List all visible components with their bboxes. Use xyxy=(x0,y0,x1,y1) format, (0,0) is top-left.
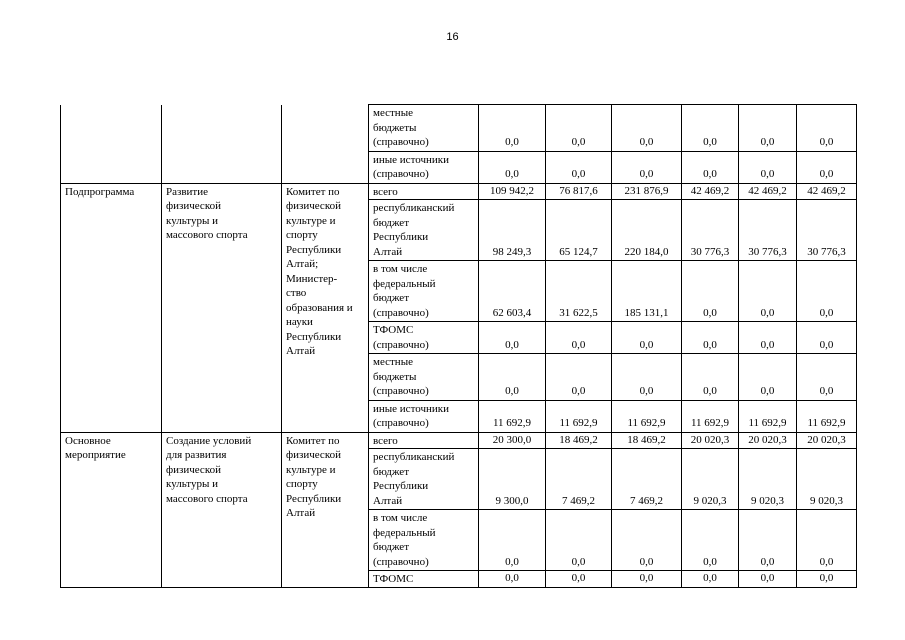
funding-source-cell: республиканский бюджет Республики Алтай xyxy=(369,449,479,510)
amount-cell: 9 300,0 xyxy=(479,449,546,510)
amount-cell: 11 692,9 xyxy=(479,400,546,432)
amount-cell: 0,0 xyxy=(479,571,546,588)
executor-cell: Комитет по физической культуре и спорту Республики Алтай xyxy=(282,432,369,587)
funding-source-cell: в том числе федеральный бюджет (справочно) xyxy=(369,261,479,322)
amount-cell: 0,0 xyxy=(479,322,546,354)
amount-cell: 11 692,9 xyxy=(612,400,682,432)
amount-cell: 0,0 xyxy=(739,510,797,571)
amount-cell: 0,0 xyxy=(682,571,739,588)
amount-cell: 220 184,0 xyxy=(612,200,682,261)
funding-source-cell: всего xyxy=(369,183,479,200)
amount-cell: 0,0 xyxy=(797,322,857,354)
amount-cell: 20 020,3 xyxy=(682,432,739,449)
amount-cell: 20 020,3 xyxy=(739,432,797,449)
executor-cell: Комитет по физической культуре и спорту Республики Алтай; Министер- ство образования и науки Республики Алтай xyxy=(282,183,369,432)
amount-cell: 0,0 xyxy=(797,571,857,588)
funding-source-cell: всего xyxy=(369,432,479,449)
program-name-cell xyxy=(162,105,282,184)
amount-cell: 18 469,2 xyxy=(612,432,682,449)
amount-cell: 11 692,9 xyxy=(797,400,857,432)
amount-cell: 11 692,9 xyxy=(682,400,739,432)
amount-cell: 109 942,2 xyxy=(479,183,546,200)
amount-cell: 0,0 xyxy=(546,510,612,571)
executor-cell xyxy=(282,105,369,184)
funding-source-cell: местные бюджеты (справочно) xyxy=(369,354,479,401)
amount-cell: 42 469,2 xyxy=(739,183,797,200)
amount-cell: 65 124,7 xyxy=(546,200,612,261)
amount-cell: 62 603,4 xyxy=(479,261,546,322)
amount-cell: 7 469,2 xyxy=(546,449,612,510)
amount-cell: 9 020,3 xyxy=(797,449,857,510)
amount-cell: 30 776,3 xyxy=(682,200,739,261)
amount-cell: 0,0 xyxy=(479,510,546,571)
amount-cell: 0,0 xyxy=(739,261,797,322)
funding-source-cell: иные источники (справочно) xyxy=(369,151,479,183)
funding-source-cell: ТФОМС xyxy=(369,571,479,588)
amount-cell: 231 876,9 xyxy=(612,183,682,200)
funding-source-cell: республиканский бюджет Республики Алтай xyxy=(369,200,479,261)
amount-cell: 0,0 xyxy=(682,261,739,322)
amount-cell: 0,0 xyxy=(682,105,739,152)
funding-table xyxy=(60,104,857,588)
table-row xyxy=(61,183,857,200)
amount-cell: 0,0 xyxy=(612,151,682,183)
funding-source-cell: местные бюджеты (справочно) xyxy=(369,105,479,152)
amount-cell: 0,0 xyxy=(612,510,682,571)
amount-cell: 30 776,3 xyxy=(739,200,797,261)
amount-cell: 0,0 xyxy=(739,322,797,354)
amount-cell: 0,0 xyxy=(546,151,612,183)
amount-cell: 7 469,2 xyxy=(612,449,682,510)
amount-cell: 20 300,0 xyxy=(479,432,546,449)
amount-cell: 0,0 xyxy=(797,105,857,152)
amount-cell: 30 776,3 xyxy=(797,200,857,261)
program-type-cell: Подпрограмма xyxy=(61,183,162,432)
program-name-cell: Развитие физической культуры и массового спорта xyxy=(162,183,282,432)
amount-cell: 0,0 xyxy=(682,354,739,401)
amount-cell: 0,0 xyxy=(682,151,739,183)
amount-cell: 0,0 xyxy=(797,261,857,322)
amount-cell: 0,0 xyxy=(546,354,612,401)
amount-cell: 0,0 xyxy=(546,105,612,152)
program-name-cell: Создание условий для развития физической культуры и массового спорта xyxy=(162,432,282,587)
amount-cell: 0,0 xyxy=(612,354,682,401)
amount-cell: 98 249,3 xyxy=(479,200,546,261)
funding-source-cell: иные источники (справочно) xyxy=(369,400,479,432)
amount-cell: 31 622,5 xyxy=(546,261,612,322)
amount-cell: 42 469,2 xyxy=(797,183,857,200)
amount-cell: 0,0 xyxy=(739,105,797,152)
program-type-cell xyxy=(61,105,162,184)
amount-cell: 0,0 xyxy=(546,571,612,588)
amount-cell: 0,0 xyxy=(739,151,797,183)
amount-cell: 0,0 xyxy=(612,571,682,588)
amount-cell: 0,0 xyxy=(612,322,682,354)
program-type-cell: Основное мероприятие xyxy=(61,432,162,587)
amount-cell: 0,0 xyxy=(479,105,546,152)
amount-cell: 18 469,2 xyxy=(546,432,612,449)
amount-cell: 0,0 xyxy=(739,354,797,401)
amount-cell: 0,0 xyxy=(479,151,546,183)
funding-source-cell: в том числе федеральный бюджет (справочно) xyxy=(369,510,479,571)
amount-cell: 76 817,6 xyxy=(546,183,612,200)
amount-cell: 185 131,1 xyxy=(612,261,682,322)
amount-cell: 0,0 xyxy=(479,354,546,401)
amount-cell: 42 469,2 xyxy=(682,183,739,200)
amount-cell: 0,0 xyxy=(682,322,739,354)
amount-cell: 0,0 xyxy=(797,510,857,571)
amount-cell: 9 020,3 xyxy=(682,449,739,510)
amount-cell: 20 020,3 xyxy=(797,432,857,449)
amount-cell: 9 020,3 xyxy=(739,449,797,510)
amount-cell: 0,0 xyxy=(546,322,612,354)
amount-cell: 0,0 xyxy=(682,510,739,571)
amount-cell: 0,0 xyxy=(797,151,857,183)
table-row xyxy=(61,432,857,449)
amount-cell: 0,0 xyxy=(739,571,797,588)
amount-cell: 0,0 xyxy=(797,354,857,401)
amount-cell: 0,0 xyxy=(612,105,682,152)
amount-cell: 11 692,9 xyxy=(739,400,797,432)
table-row xyxy=(61,105,857,152)
funding-source-cell: ТФОМС (справочно) xyxy=(369,322,479,354)
page-number: 16 xyxy=(446,31,459,43)
amount-cell: 11 692,9 xyxy=(546,400,612,432)
